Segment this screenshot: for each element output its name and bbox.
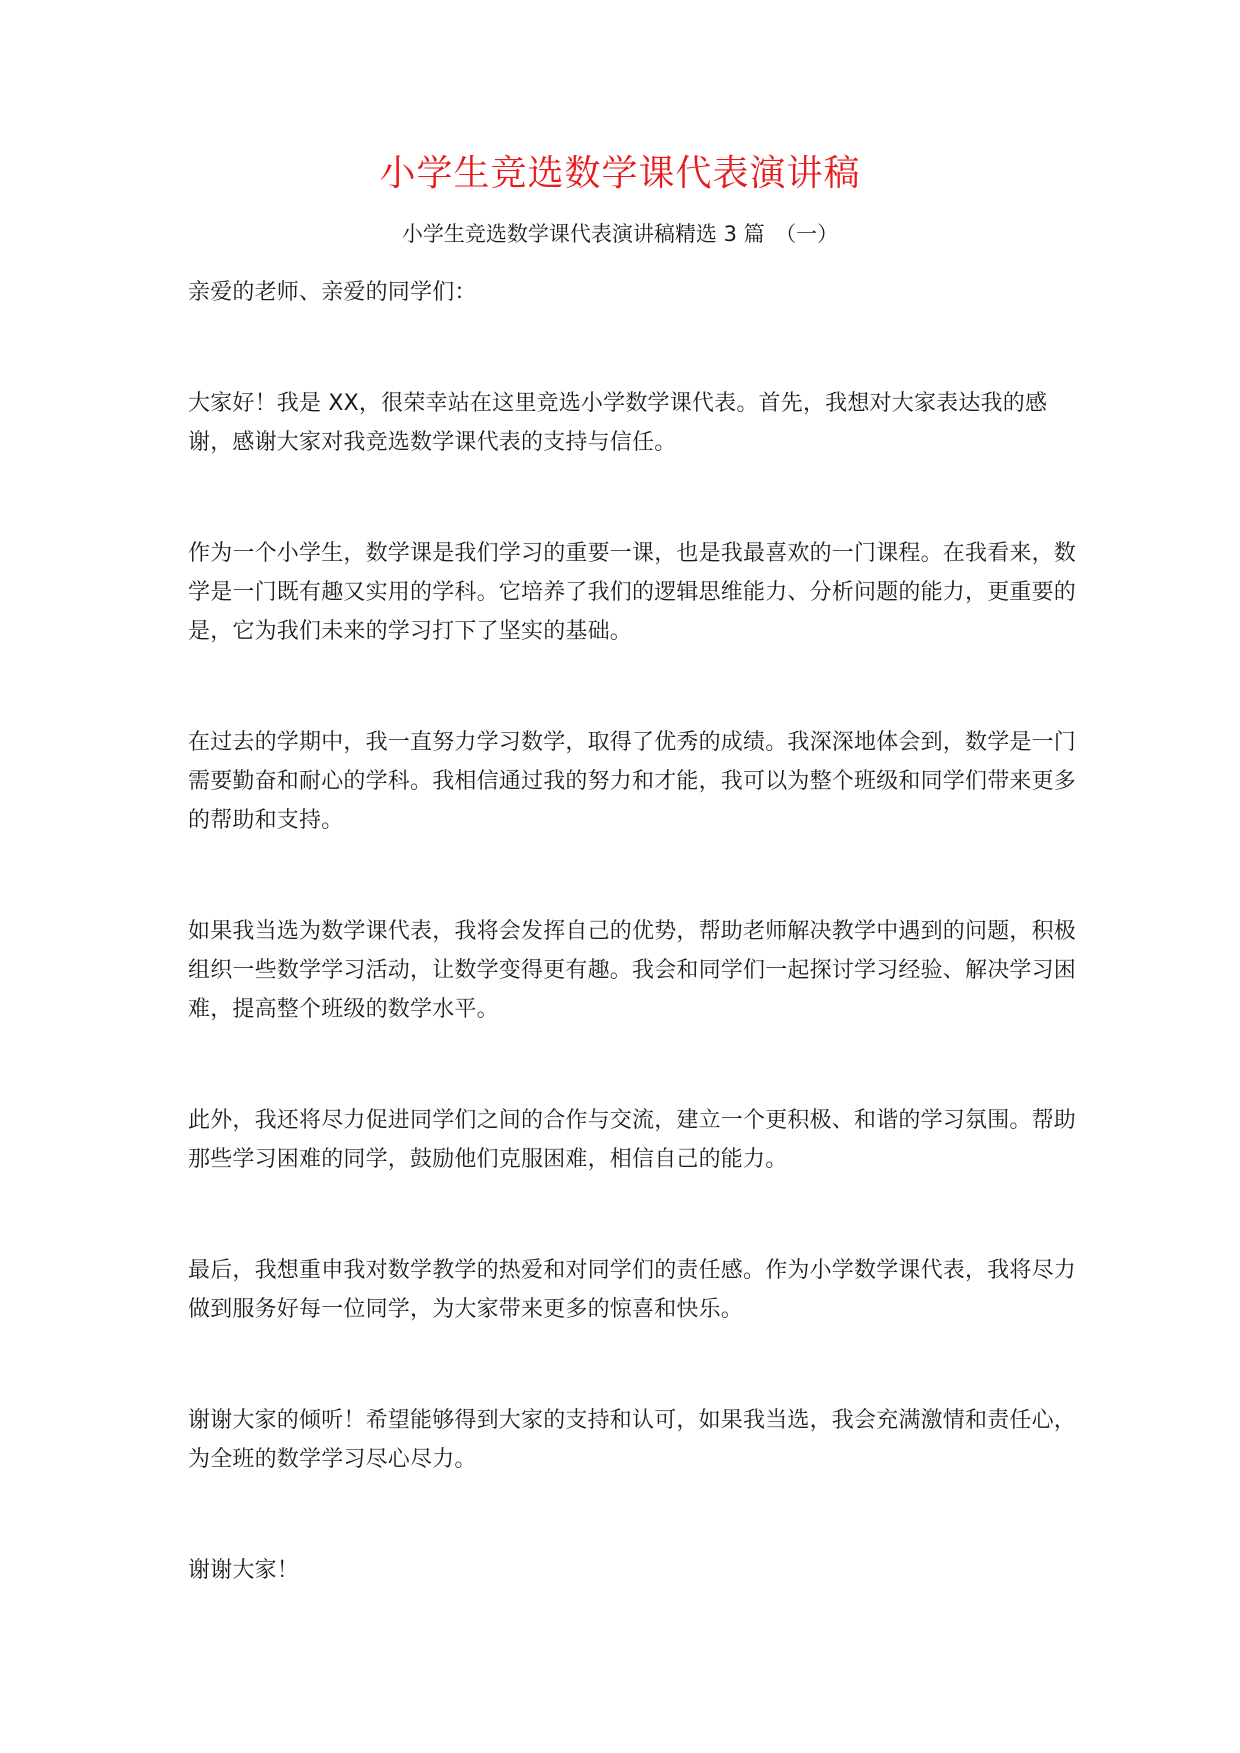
paragraph-if-elected: 如果我当选为数学课代表，我将会发挥自己的优势，帮助老师解决教学中遇到的问题，积极组织一些数学学习活动，让数学变得更有趣。我会和同学们一起探讨学习经验、解决学习困难，提高整个班级的数学水平。	[188, 919, 1077, 1022]
paragraph-thanks-listening: 谢谢大家的倾听！希望能够得到大家的支持和认可，如果我当选，我会充满激情和责任心，为全班的数学学习尽心尽力。	[188, 1408, 1077, 1472]
paragraph-greeting: 大家好！我是 XX，很荣幸站在这里竞选小学数学课代表。首先，我想对大家表达我的感谢，感谢大家对我竞选数学课代表的支持与信任。	[188, 391, 1048, 455]
document-title: 小学生竞选数学课代表演讲稿	[379, 153, 861, 194]
document-body	[188, 273, 1088, 1662]
paragraph-closing: 谢谢大家！	[188, 1558, 300, 1583]
document-subtitle: 小学生竞选数学课代表演讲稿精选 3 篇 （一）	[401, 222, 839, 246]
salutation: 亲爱的老师、亲爱的同学们：	[188, 280, 477, 305]
paragraph-cooperation: 此外，我还将尽力促进同学们之间的合作与交流，建立一个更积极、和谐的学习氛围。帮助那些学习困难的同学，鼓励他们克服困难，相信自己的能力。	[188, 1108, 1077, 1172]
paragraph-about-math: 作为一个小学生，数学课是我们学习的重要一课，也是我最喜欢的一门课程。在我看来，数学是一门既有趣又实用的学科。它培养了我们的逻辑思维能力、分析问题的能力，更重要的是，它为我们未来的学习打下了坚实的基础。	[188, 541, 1077, 644]
paragraph-conclusion: 最后，我想重申我对数学教学的热爱和对同学们的责任感。作为小学数学课代表，我将尽力做到服务好每一位同学，为大家带来更多的惊喜和快乐。	[188, 1258, 1077, 1322]
paragraph-past-semester: 在过去的学期中，我一直努力学习数学，取得了优秀的成绩。我深深地体会到，数学是一门需要勤奋和耐心的学科。我相信通过我的努力和才能，我可以为整个班级和同学们带来更多的帮助和支持。	[188, 730, 1077, 833]
